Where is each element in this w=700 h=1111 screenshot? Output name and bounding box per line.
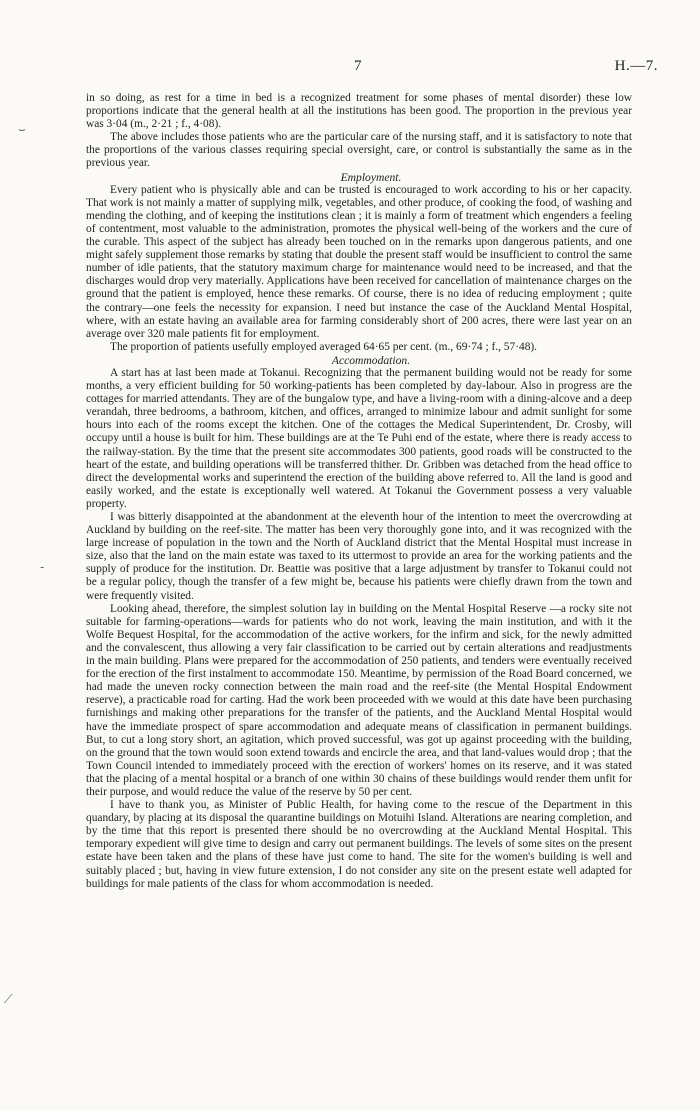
page-reference: H.—7. (614, 58, 658, 74)
margin-tick-mark: - (40, 560, 45, 574)
section-heading-accommodation: Accommodation. (331, 353, 411, 367)
paragraph: Every patient who is physically able and can be trusted is encouraged to work according to his or her capacity. That work is not mainly a matter of supplying milk, vegetables, and other produce, of cooking the food, of washing and mending the clothing, and of keeping the institutions clean ; it is mainly a form of treatment which engenders a feeling of contentment, most valuable to the administration, promotes the physical well-being of the workers and the cure of the curable. This aspect of the subject has already been touched on in the remarks upon dangerous patients, and one might safely supplement those remarks by stating that double the present staff would be insufficient to control the same number of idle patients, that the statutory maximum charge for maintenance would need to be increased, and that the discharges would drop very materially. Applications have been received for cancellation of maintenance charges on the ground that the patient is employed, hence these remarks. Of course, there is no idea of reducing employment ; quite the contrary—one feels the necessity for expansion. I need but instance the case of the Auckland Mental Hospital, where, with an estate having an available area for farming considerably short of 200 acres, there were last year on an average over 320 male patients fit for employment. (86, 183, 632, 340)
margin-tick-mark: ⟋ (4, 992, 13, 1006)
document-body (86, 92, 632, 891)
paragraph: I have to thank you, as Minister of Public Health, for having come to the rescue of the Department in this quandary, by placing at its disposal the quarantine buildings on Motuihi Island. Alterations are nearing completion, and by the time that this report is presented there should be no overcrowding at the Auckland Mental Hospital. This temporary expedient will give time to design and carry out permanent buildings. The levels of some sites on the present estate have been taken and the plans of these have just come to hand. The site for the women's building is well and suitably placed ; but, having in view future extension, I do not consider any site on the present estate well adapted for buildings for male patients of the class for whom accommodation is needed. (86, 799, 632, 890)
paragraph: The proportion of patients usefully employed averaged 64·65 per cent. (m., 69·74 ; f., 57·48). (110, 340, 538, 353)
paragraph: The above includes those patients who are the particular care of the nursing staff, and it is satisfactory to note that the proportions of the various classes requiring special oversight, care, or control is substantially the same as in the previous year. (86, 131, 632, 170)
paragraph: Looking ahead, therefore, the simplest solution lay in building on the Mental Hospital Reserve —a rocky site not suitable for farming-operations—wards for patients who do not work, leaving the main institution, and with it the Wolfe Bequest Hospital, for the accommodation of the active workers, for the infirm and sick, for the newly admitted and the convalescent, thus allowing a very fair classification to be carried out by certain alterations and readjustments in the main building. Plans were prepared for the accommodation of 250 patients, and tenders were eventually received for the erection of the first instalment to accommodate 150. Meantime, by permission of the Road Board concerned, we had made the uneven rocky connection between the main road and the reef-site (the Mental Hospital Endowment reserve), a practicable road for carting. Had the work been proceeded with we would at this date have been purchasing furnishings and making other preparations for the transfer of the patients, and the Auckland Mental Hospital would have the immediate prospect of spare accommodation and adequate means of classification in permanent buildings. But, to cut a long story short, an agitation, which proved successful, was got up against proceeding with the building, on the ground that the town would soon extend towards and encircle the area, and that land-values would drop ; that the Town Council intended to immediately proceed with the erection of workers' homes on its reserve, and it was stated that the placing of a mental hospital or a branch of one within 30 chains of these buildings would render them unfit for their purpose, and would reduce the value of the reserve by 50 per cent. (86, 602, 632, 798)
page-number: 7 (354, 58, 362, 74)
page-header (0, 58, 700, 78)
section-heading-employment: Employment. (340, 170, 402, 184)
paragraph: A start has at last been made at Tokanui. Recognizing that the permanent building would not be ready for some months, a very efficient building for 50 working-patients has been completed by day-labour. Also in progress are the cottages for married attendants. They are of the bungalow type, and have a living-room with a dining-alcove and a deep verandah, three bedrooms, a bathroom, kitchen, and offices, arranged to minimize labour and admit sunlight for some hours into each of the rooms except the kitchen. One of the cottages the Medical Superintendent, Dr. Crosby, will occupy until a house is built for him. These buildings are at the Te Puhi end of the estate, where there is ready access to the railway-station. By the time that the present site accommodates 300 patients, good roads will be constructed to the heart of the estate, and building operations will be transferred thither. Dr. Gribben was detached from the head office to direct the developmental works and superintend the erection of the building above referred to. All the land is good and easily worked, and the estate is exceptionally well watered. At Tokanui the Government possess a very valuable property. (86, 366, 632, 510)
paragraph: in so doing, as rest for a time in bed is a recognized treatment for some phases of mental disorder) these low proportions indicate that the general health at all the institutions has been good. The proportion in the previous year was 3·04 (m., 2·21 ; f., 4·08). (86, 92, 632, 131)
paragraph: I was bitterly disappointed at the abandonment at the eleventh hour of the intention to meet the overcrowding at Auckland by building on the reef-site. The matter has been very thoroughly gone into, and it was recognized with the large increase of population in the town and the North of Auckland district that the Mental Hospital must increase in size, also that the land on the main estate was taxed to its uttermost to provide an area for the working patients and the supply of produce for the institution. Dr. Beattie was positive that a large adjustment by transfer to Tokanui could not be a regular policy, though the transfer of a few might be, because his patients were chiefly drawn from the town and were frequently visited. (86, 511, 632, 602)
margin-tick-mark: ⌣ (18, 122, 26, 136)
